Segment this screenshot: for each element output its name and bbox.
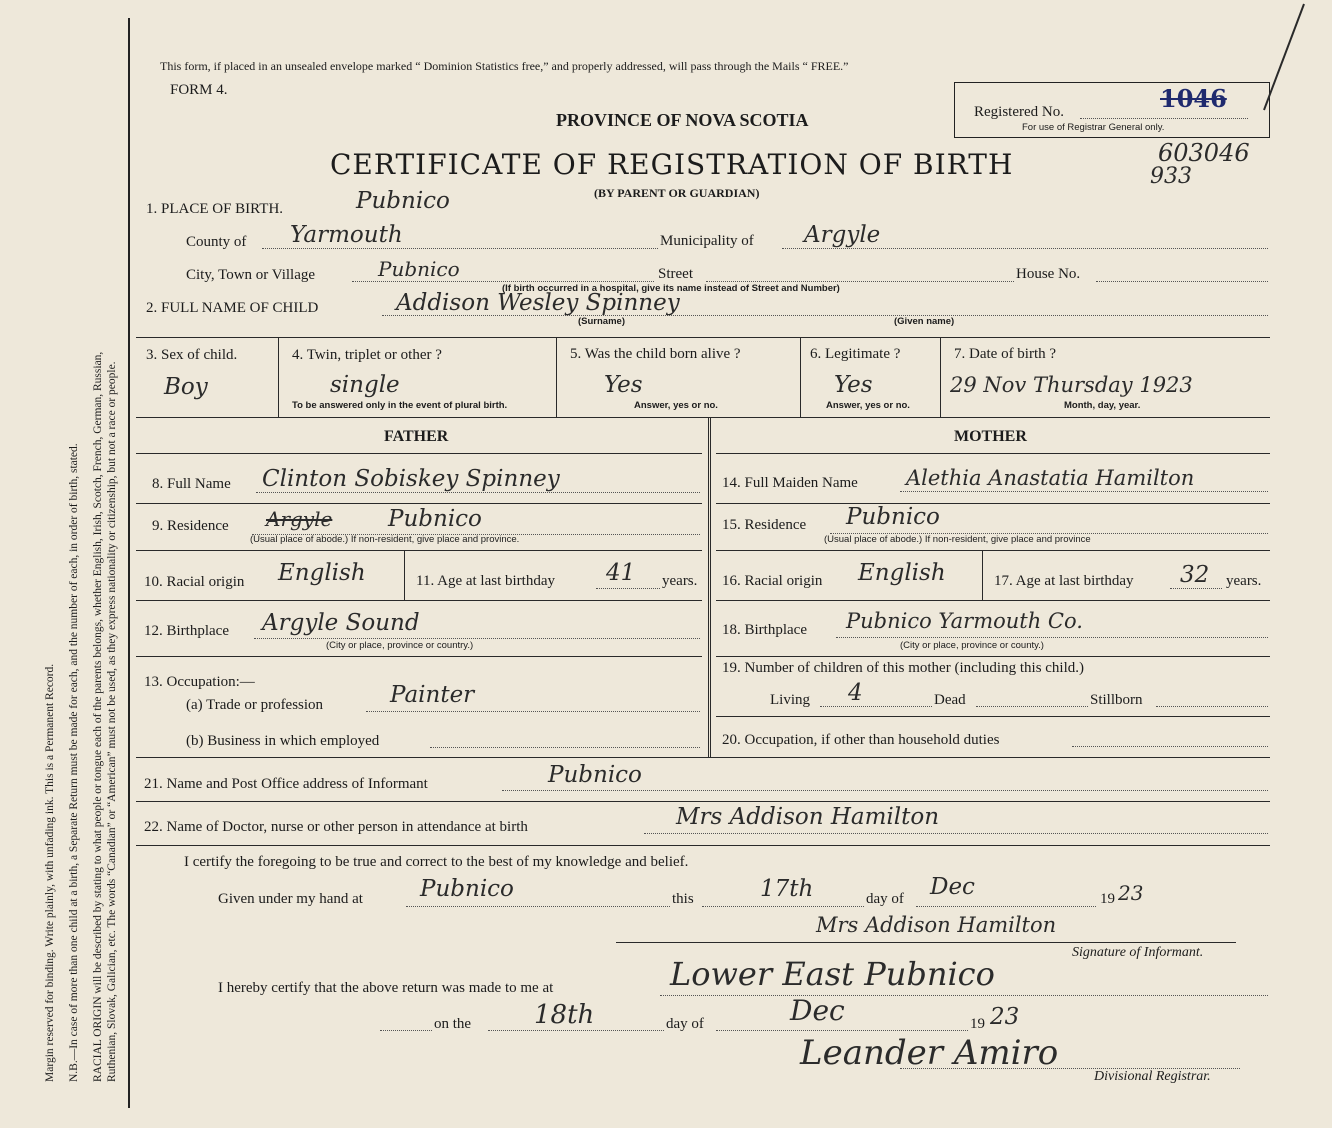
dob-value: 29 Nov Thursday 1923 [950, 373, 1193, 397]
margin-number-bottom: 933 [1150, 164, 1192, 189]
twin-value: single [330, 372, 400, 398]
mother-age-label: 17. Age at last birthday [994, 573, 1134, 589]
province-heading: PROVINCE OF NOVA SCOTIA [556, 110, 809, 130]
alive-label: 5. Was the child born alive ? [570, 346, 741, 362]
trade-value: Painter [390, 682, 475, 708]
alive-note: Answer, yes or no. [634, 400, 718, 411]
given-under-label: Given under my hand at [218, 891, 363, 907]
father-birthplace-value: Argyle Sound [262, 610, 420, 636]
legitimate-value: Yes [834, 372, 873, 398]
county-label: County of [186, 234, 247, 250]
registrar-day-of-label: day of [666, 1016, 704, 1032]
binding-margin-line [128, 18, 130, 1108]
registrar-signature-label: Divisional Registrar. [1094, 1069, 1211, 1084]
business-label: (b) Business in which employed [186, 733, 380, 749]
mother-race-label: 16. Racial origin [722, 573, 823, 589]
stillborn-label: Stillborn [1090, 692, 1143, 708]
given-day-of-label: day of [866, 891, 904, 907]
children-count-label: 19. Number of children of this mother (including this child.) [722, 660, 1085, 676]
mother-name-value: Alethia Anastatia Hamilton [906, 466, 1195, 490]
mother-birthplace-value: Pubnico Yarmouth Co. [846, 609, 1083, 633]
mother-residence-value: Pubnico [846, 504, 940, 530]
mother-heading: MOTHER [954, 428, 1027, 445]
registrar-place-value: Lower East Pubnico [670, 955, 995, 993]
mother-occupation-label: 20. Occupation, if other than household duties [722, 732, 1000, 748]
registrar-use-note: For use of Registrar General only. [1022, 122, 1165, 133]
margin-note-racial-origin: RACIAL ORIGIN will be described by stating to what people or tongue each of the parents belongs, whether English, Irish, Scotch, French, German, Russian, [92, 351, 104, 1082]
doctor-value: Mrs Addison Hamilton [676, 804, 940, 830]
father-name-label: 8. Full Name [152, 476, 231, 492]
municipality-value: Argyle [804, 222, 881, 248]
informant-value: Pubnico [548, 762, 642, 788]
mail-notice: This form, if placed in an unsealed envelope marked “ Dominion Statistics free,” and properly addressed, will pass through the Mails “ FREE.” [160, 59, 849, 73]
this-label: this [672, 891, 694, 907]
father-birthplace-note: (City or place, province or country.) [326, 640, 474, 651]
hospital-note: (If birth occurred in a hospital, give its name instead of Street and Number) [502, 283, 840, 294]
father-residence-label: 9. Residence [152, 518, 229, 534]
place-of-birth-value: Pubnico [356, 188, 450, 214]
informant-signature: Mrs Addison Hamilton [816, 913, 1057, 937]
certify-statement: I certify the foregoing to be true and correct to the best of my knowledge and belief. [184, 854, 689, 870]
given-year-value: 23 [1118, 881, 1144, 905]
registrar-statement: I hereby certify that the above return was made to me at [218, 980, 554, 996]
father-residence-value: Pubnico [388, 506, 482, 532]
certificate-title: CERTIFICATE OF REGISTRATION OF BIRTH [330, 148, 1014, 181]
father-name-value: Clinton Sobiskey Spinney [262, 466, 560, 492]
surname-note: (Surname) [578, 316, 625, 327]
father-heading: FATHER [384, 428, 449, 445]
mother-residence-label: 15. Residence [722, 517, 807, 533]
father-residence-struck: Argyle [266, 507, 333, 531]
street-label: Street [658, 266, 693, 282]
informant-label: 21. Name and Post Office address of Informant [144, 776, 428, 792]
margin-number-top: 603046 [1158, 139, 1250, 167]
living-label: Living [770, 692, 810, 708]
municipality-label: Municipality of [660, 233, 754, 249]
alive-value: Yes [604, 372, 643, 398]
sex-value: Boy [164, 374, 208, 400]
dob-note: Month, day, year. [1064, 400, 1141, 411]
dead-label: Dead [934, 692, 966, 708]
city-value: Pubnico [378, 257, 460, 281]
mother-name-label: 14. Full Maiden Name [722, 475, 858, 491]
margin-note-binding: Margin reserved for binding. Write plainly, with unfading ink. This is a Permanent Record. [44, 663, 56, 1082]
certificate-subtitle: (BY PARENT OR GUARDIAN) [594, 186, 760, 200]
mother-birthplace-note: (City or place, province or county.) [900, 640, 1044, 651]
place-of-birth-label: 1. PLACE OF BIRTH. [146, 201, 284, 217]
trade-label: (a) Trade or profession [186, 697, 324, 713]
form-number: FORM 4. [170, 82, 228, 98]
father-race-label: 10. Racial origin [144, 574, 245, 590]
mother-years: years. [1226, 573, 1262, 589]
father-residence-note: (Usual place of abode.) If non-resident, give place and province. [250, 534, 520, 545]
registrar-day-value: 18th [534, 1000, 595, 1030]
city-label: City, Town or Village [186, 267, 316, 283]
given-month-value: Dec [930, 874, 975, 900]
sex-label: 3. Sex of child. [146, 347, 238, 363]
given-place-value: Pubnico [420, 876, 514, 902]
twin-note: To be answered only in the event of plural birth. [292, 400, 508, 411]
mother-age-value: 32 [1180, 562, 1210, 588]
father-age-label: 11. Age at last birthday [416, 573, 555, 589]
father-race-value: English [278, 560, 366, 586]
county-value: Yarmouth [290, 222, 403, 248]
living-value: 4 [848, 680, 863, 706]
given-day-value: 17th [760, 876, 814, 902]
father-years: years. [662, 573, 698, 589]
legitimate-label: 6. Legitimate ? [810, 346, 901, 362]
mother-birthplace-label: 18. Birthplace [722, 622, 807, 638]
given-year-prefix: 19 [1100, 891, 1115, 907]
child-name-label: 2. FULL NAME OF CHILD [146, 300, 319, 316]
registered-number: 1046 [1160, 84, 1227, 113]
mother-race-value: English [858, 560, 946, 586]
father-age-value: 41 [606, 560, 636, 586]
mother-residence-note: (Usual place of abode.) If non-resident, give place and province [824, 534, 1091, 545]
registered-label: Registered No. [974, 104, 1064, 120]
registrar-year-prefix: 19 [970, 1016, 985, 1032]
occupation-label: 13. Occupation:— [144, 674, 255, 690]
given-name-note: (Given name) [894, 316, 955, 327]
dob-label: 7. Date of birth ? [954, 346, 1057, 362]
child-name-value: Addison Wesley Spinney [396, 290, 680, 316]
pen-stroke-mark [1250, 0, 1310, 120]
house-number-label: House No. [1016, 266, 1081, 282]
registrar-signature: Leander Amiro [800, 1033, 1059, 1073]
father-birthplace-label: 12. Birthplace [144, 623, 229, 639]
doctor-label: 22. Name of Doctor, nurse or other person in attendance at birth [144, 819, 528, 835]
informant-signature-label: Signature of Informant. [1072, 945, 1204, 960]
twin-label: 4. Twin, triplet or other ? [292, 347, 442, 363]
margin-note-racial-origin-cont: Ruthenian, Slovak, Galician, etc. The words “Canadian” or “American” must not be used, as they express nationality or citizenship, but not a race or people. [106, 361, 118, 1082]
registrar-year-value: 23 [990, 1004, 1020, 1030]
registrar-on-label: on the [434, 1016, 472, 1032]
legitimate-note: Answer, yes or no. [826, 400, 910, 411]
registrar-month-value: Dec [790, 994, 845, 1027]
margin-note-multiple-births: N.B.—In case of more than one child at a birth, a Separate Return must be made for each, and the number of each, in order of birth, stated. [68, 443, 80, 1082]
